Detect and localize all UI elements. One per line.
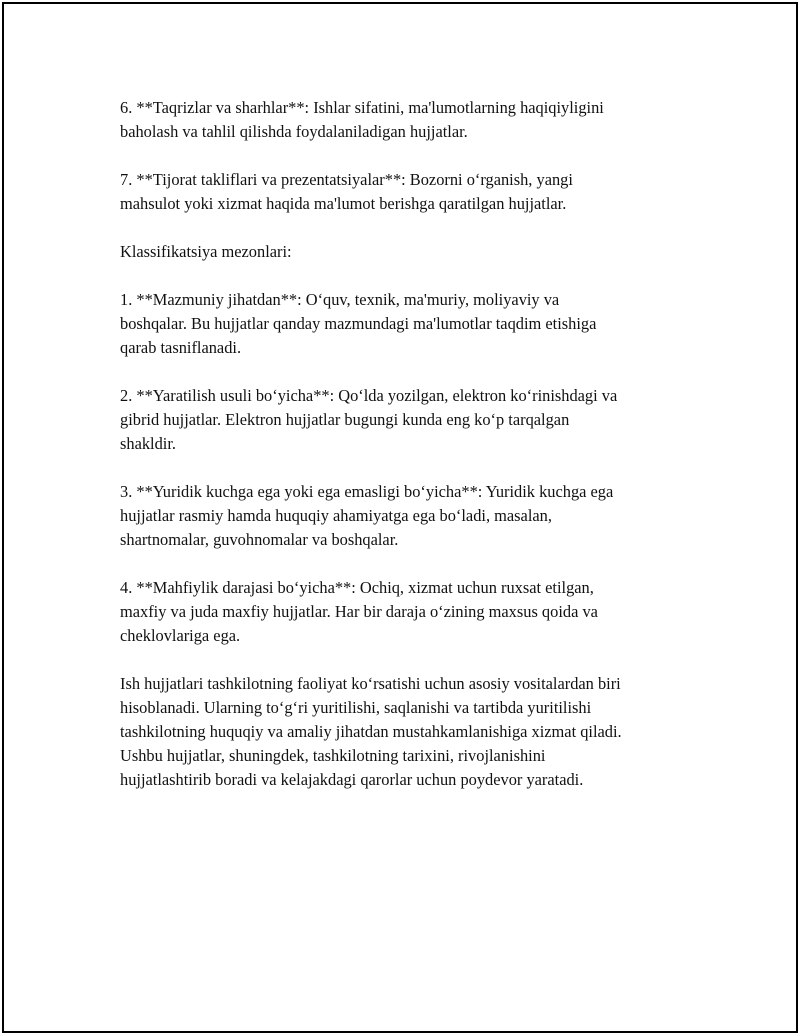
text-line: gibrid hujjatlar. Elektron hujjatlar bugungi kunda eng ko‘p tarqalgan — [120, 410, 570, 429]
paragraph-criterion-4-confidentiality — [120, 576, 700, 648]
section-heading-classification — [120, 240, 700, 264]
text-line: cheklovlariga ega. — [120, 626, 241, 645]
text-line: qarab tasniflanadi. — [120, 338, 242, 357]
text-line: baholash va tahlil qilishda foydalaniladigan hujjatlar. — [120, 122, 468, 141]
paragraph-criterion-2-creation — [120, 384, 700, 456]
paragraph-item-6-reviews — [120, 96, 700, 144]
text-line: 3. **Yuridik kuchga ega yoki ega emasligi bo‘yicha**: Yuridik kuchga ega — [120, 482, 614, 501]
text-line: 2. **Yaratilish usuli bo‘yicha**: Qo‘lda yozilgan, elektron ko‘rinishdagi va — [120, 386, 618, 405]
text-line: hujjatlar rasmiy hamda huquqiy ahamiyatga ega bo‘ladi, masalan, — [120, 506, 552, 525]
text-line: tashkilotning huquqiy va amaliy jihatdan mustahkamlanishiga xizmat qiladi. — [120, 722, 622, 741]
paragraph-conclusion — [120, 672, 700, 792]
document-body — [120, 96, 700, 816]
paragraph-item-7-commercial — [120, 168, 700, 216]
text-line: 7. **Tijorat takliflari va prezentatsiyalar**: Bozorni o‘rganish, yangi — [120, 170, 573, 189]
text-line: Klassifikatsiya mezonlari: — [120, 242, 292, 261]
text-line: Ushbu hujjatlar, shuningdek, tashkilotning tarixini, rivojlanishini — [120, 746, 546, 765]
text-line: shakldir. — [120, 434, 176, 453]
text-line: mahsulot yoki xizmat haqida ma'lumot berishga qaratilgan hujjatlar. — [120, 194, 567, 213]
text-line: 1. **Mazmuniy jihatdan**: O‘quv, texnik, ma'muriy, moliyaviy va — [120, 290, 560, 309]
paragraph-criterion-1-content — [120, 288, 700, 360]
text-line: hisoblanadi. Ularning to‘g‘ri yuritilishi, saqlanishi va tartibda yuritilishi — [120, 698, 592, 717]
text-line: maxfiy va juda maxfiy hujjatlar. Har bir daraja o‘zining maxsus qoida va — [120, 602, 598, 621]
document-page — [2, 2, 798, 1033]
text-line: hujjatlashtirib boradi va kelajakdagi qarorlar uchun poydevor yaratadi. — [120, 770, 584, 789]
text-line: boshqalar. Bu hujjatlar qanday mazmundagi ma'lumotlar taqdim etishiga — [120, 314, 597, 333]
text-line: Ish hujjatlari tashkilotning faoliyat ko‘rsatishi uchun asosiy vositalardan biri — [120, 674, 621, 693]
text-line: shartnomalar, guvohnomalar va boshqalar. — [120, 530, 399, 549]
text-line: 4. **Mahfiylik darajasi bo‘yicha**: Ochiq, xizmat uchun ruxsat etilgan, — [120, 578, 594, 597]
text-line: 6. **Taqrizlar va sharhlar**: Ishlar sifatini, ma'lumotlarning haqiqiyligini — [120, 98, 604, 117]
paragraph-criterion-3-legal — [120, 480, 700, 552]
